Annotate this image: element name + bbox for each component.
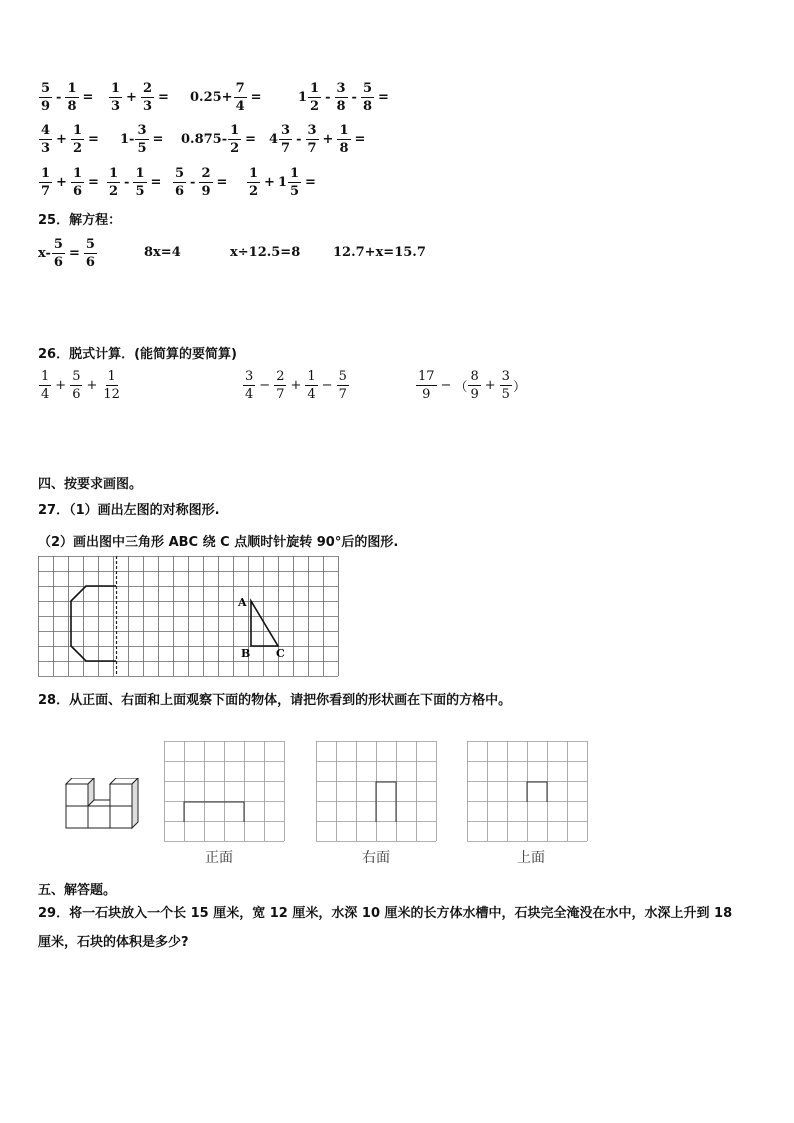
expr-r3-4: $\frac{1}{2}$ + 1 $\frac{1}{5}$ = — [249, 166, 316, 199]
expr-r1-4: 1 $\frac{1}{2}$ - $\frac{3}{8}$ - $\frac{5}{8}$ = — [298, 81, 389, 114]
fraction: $\frac{2}{7}$ — [276, 369, 285, 402]
fraction: $\frac{3}{4}$ — [245, 369, 254, 402]
q27-grid-figure — [38, 556, 344, 680]
expr-r2-3: 0.875- $\frac{1}{2}$ = — [181, 123, 257, 156]
fraction: $\frac{1}{4}$ — [307, 369, 316, 402]
grid-top-view — [467, 741, 591, 844]
fraction: $\frac{4}{3}$ — [41, 123, 51, 156]
q25-eq3: x÷12.5=8 — [230, 245, 301, 260]
q26-expr3: $\frac{17}{9}$ − （ $\frac{8}{9}$ + $\frac{3}{5}$ ） — [418, 369, 526, 402]
fraction: $\frac{1}{2}$ — [249, 166, 259, 199]
fraction: $\frac{1}{2}$ — [109, 166, 119, 199]
expr-r1-1: $\frac{5}{9}$ - $\frac{1}{8}$ = — [41, 81, 94, 114]
point-a-label: A — [238, 596, 247, 609]
q26-title: 26．脱式计算．(能简算的要简算) — [38, 347, 237, 362]
grid-front-view — [164, 741, 288, 844]
expr-r1-3: 0.25+ $\frac{7}{4}$ = — [190, 81, 262, 114]
expr-r2-1: $\frac{4}{3}$ + $\frac{1}{2}$ = — [41, 123, 99, 156]
q27-part1: 27．（1）画出左图的对称图形. — [38, 503, 220, 518]
front-view-label: 正面 — [205, 850, 233, 866]
fraction: $\frac{1}{7}$ — [41, 166, 51, 199]
grid-right-view — [316, 741, 440, 844]
fraction: $\frac{1}{4}$ — [41, 369, 50, 402]
top-view-sketch — [527, 782, 547, 802]
fraction: $\frac{5}{6}$ — [72, 369, 81, 402]
fraction: $\frac{5}{6}$ — [53, 237, 63, 270]
fraction: $\frac{1}{12}$ — [103, 369, 120, 402]
expr-r3-2: $\frac{1}{2}$ - $\frac{1}{5}$ = — [109, 166, 162, 199]
q26-expr1: $\frac{1}{4}$ + $\frac{5}{6}$ + $\frac{1}{12}$ — [41, 369, 120, 402]
fraction: $\frac{1}{2}$ — [310, 81, 320, 114]
fraction: $\frac{17}{9}$ — [418, 369, 435, 402]
cube-stack-figure — [64, 778, 144, 830]
fraction: $\frac{3}{5}$ — [137, 123, 147, 156]
section5-title: 五、解答题。 — [38, 883, 117, 898]
top-view-label: 上面 — [517, 850, 545, 866]
fraction: $\frac{1}{2}$ — [230, 123, 240, 156]
fraction: $\frac{5}{6}$ — [85, 237, 95, 270]
expr-r2-2: 1- $\frac{3}{5}$ = — [120, 123, 164, 156]
fraction: $\frac{2}{9}$ — [201, 166, 211, 199]
point-b-label: B — [241, 647, 251, 660]
triangle-abc — [251, 601, 278, 646]
section4-title: 四、按要求画图。 — [38, 477, 143, 492]
q25-title: 25．解方程： — [38, 213, 122, 228]
front-view-sketch — [184, 802, 244, 822]
fraction: $\frac{1}{2}$ — [72, 123, 82, 156]
q25-eq2: 8x=4 — [144, 245, 181, 260]
q25-eq4: 12.7+x=15.7 — [333, 245, 426, 260]
fraction: $\frac{3}{7}$ — [281, 123, 291, 156]
fraction: $\frac{5}{9}$ — [41, 81, 51, 114]
fraction: $\frac{1}{5}$ — [135, 166, 145, 199]
fraction: $\frac{1}{3}$ — [111, 81, 121, 114]
point-c-label: C — [276, 647, 285, 660]
right-view-label: 右面 — [362, 850, 390, 866]
q27-part2: （2）画出图中三角形 ABC 绕 C 点顺时针旋转 90°后的图形. — [38, 535, 399, 550]
fraction: $\frac{3}{7}$ — [307, 123, 317, 156]
q29-text-line2: 厘米，石块的体积是多少? — [38, 935, 189, 950]
fraction: $\frac{2}{3}$ — [142, 81, 152, 114]
q28-title: 28．从正面、右面和上面观察下面的物体，请把你看到的形状画在下面的方格中。 — [38, 693, 512, 708]
fraction: $\frac{1}{6}$ — [72, 166, 82, 199]
fraction: $\frac{1}{8}$ — [67, 81, 77, 114]
expr-r1-2: $\frac{1}{3}$ + $\frac{2}{3}$ = — [111, 81, 169, 114]
q29-text-line1: 29．将一石块放入一个长 15 厘米，宽 12 厘米，水深 10 厘米的长方体水槽中，石块完全淹没在水中，水深上升到 18 — [38, 906, 733, 921]
right-view-sketch — [376, 782, 396, 822]
q25-eq1: x- $\frac{5}{6}$ = $\frac{5}{6}$ — [38, 237, 95, 270]
fraction: $\frac{3}{8}$ — [336, 81, 346, 114]
expr-r3-1: $\frac{1}{7}$ + $\frac{1}{6}$ = — [41, 166, 99, 199]
fraction: $\frac{1}{5}$ — [290, 166, 300, 199]
expr-r3-3: $\frac{5}{6}$ - $\frac{2}{9}$ = — [175, 166, 228, 199]
fraction: $\frac{3}{5}$ — [501, 369, 510, 402]
fraction: $\frac{5}{6}$ — [175, 166, 185, 199]
fraction: $\frac{5}{7}$ — [338, 369, 347, 402]
fraction: $\frac{5}{8}$ — [362, 81, 372, 114]
fraction: $\frac{8}{9}$ — [470, 369, 479, 402]
fraction: $\frac{7}{4}$ — [235, 81, 245, 114]
left-shape — [71, 586, 116, 661]
fraction: $\frac{1}{8}$ — [339, 123, 349, 156]
q26-expr2: $\frac{3}{4}$ − $\frac{2}{7}$ + $\frac{1}{4}$ − $\frac{5}{7}$ — [245, 369, 347, 402]
expr-r2-4: 4 $\frac{3}{7}$ - $\frac{3}{7}$ + $\frac{1}{8}$ = — [269, 123, 366, 156]
